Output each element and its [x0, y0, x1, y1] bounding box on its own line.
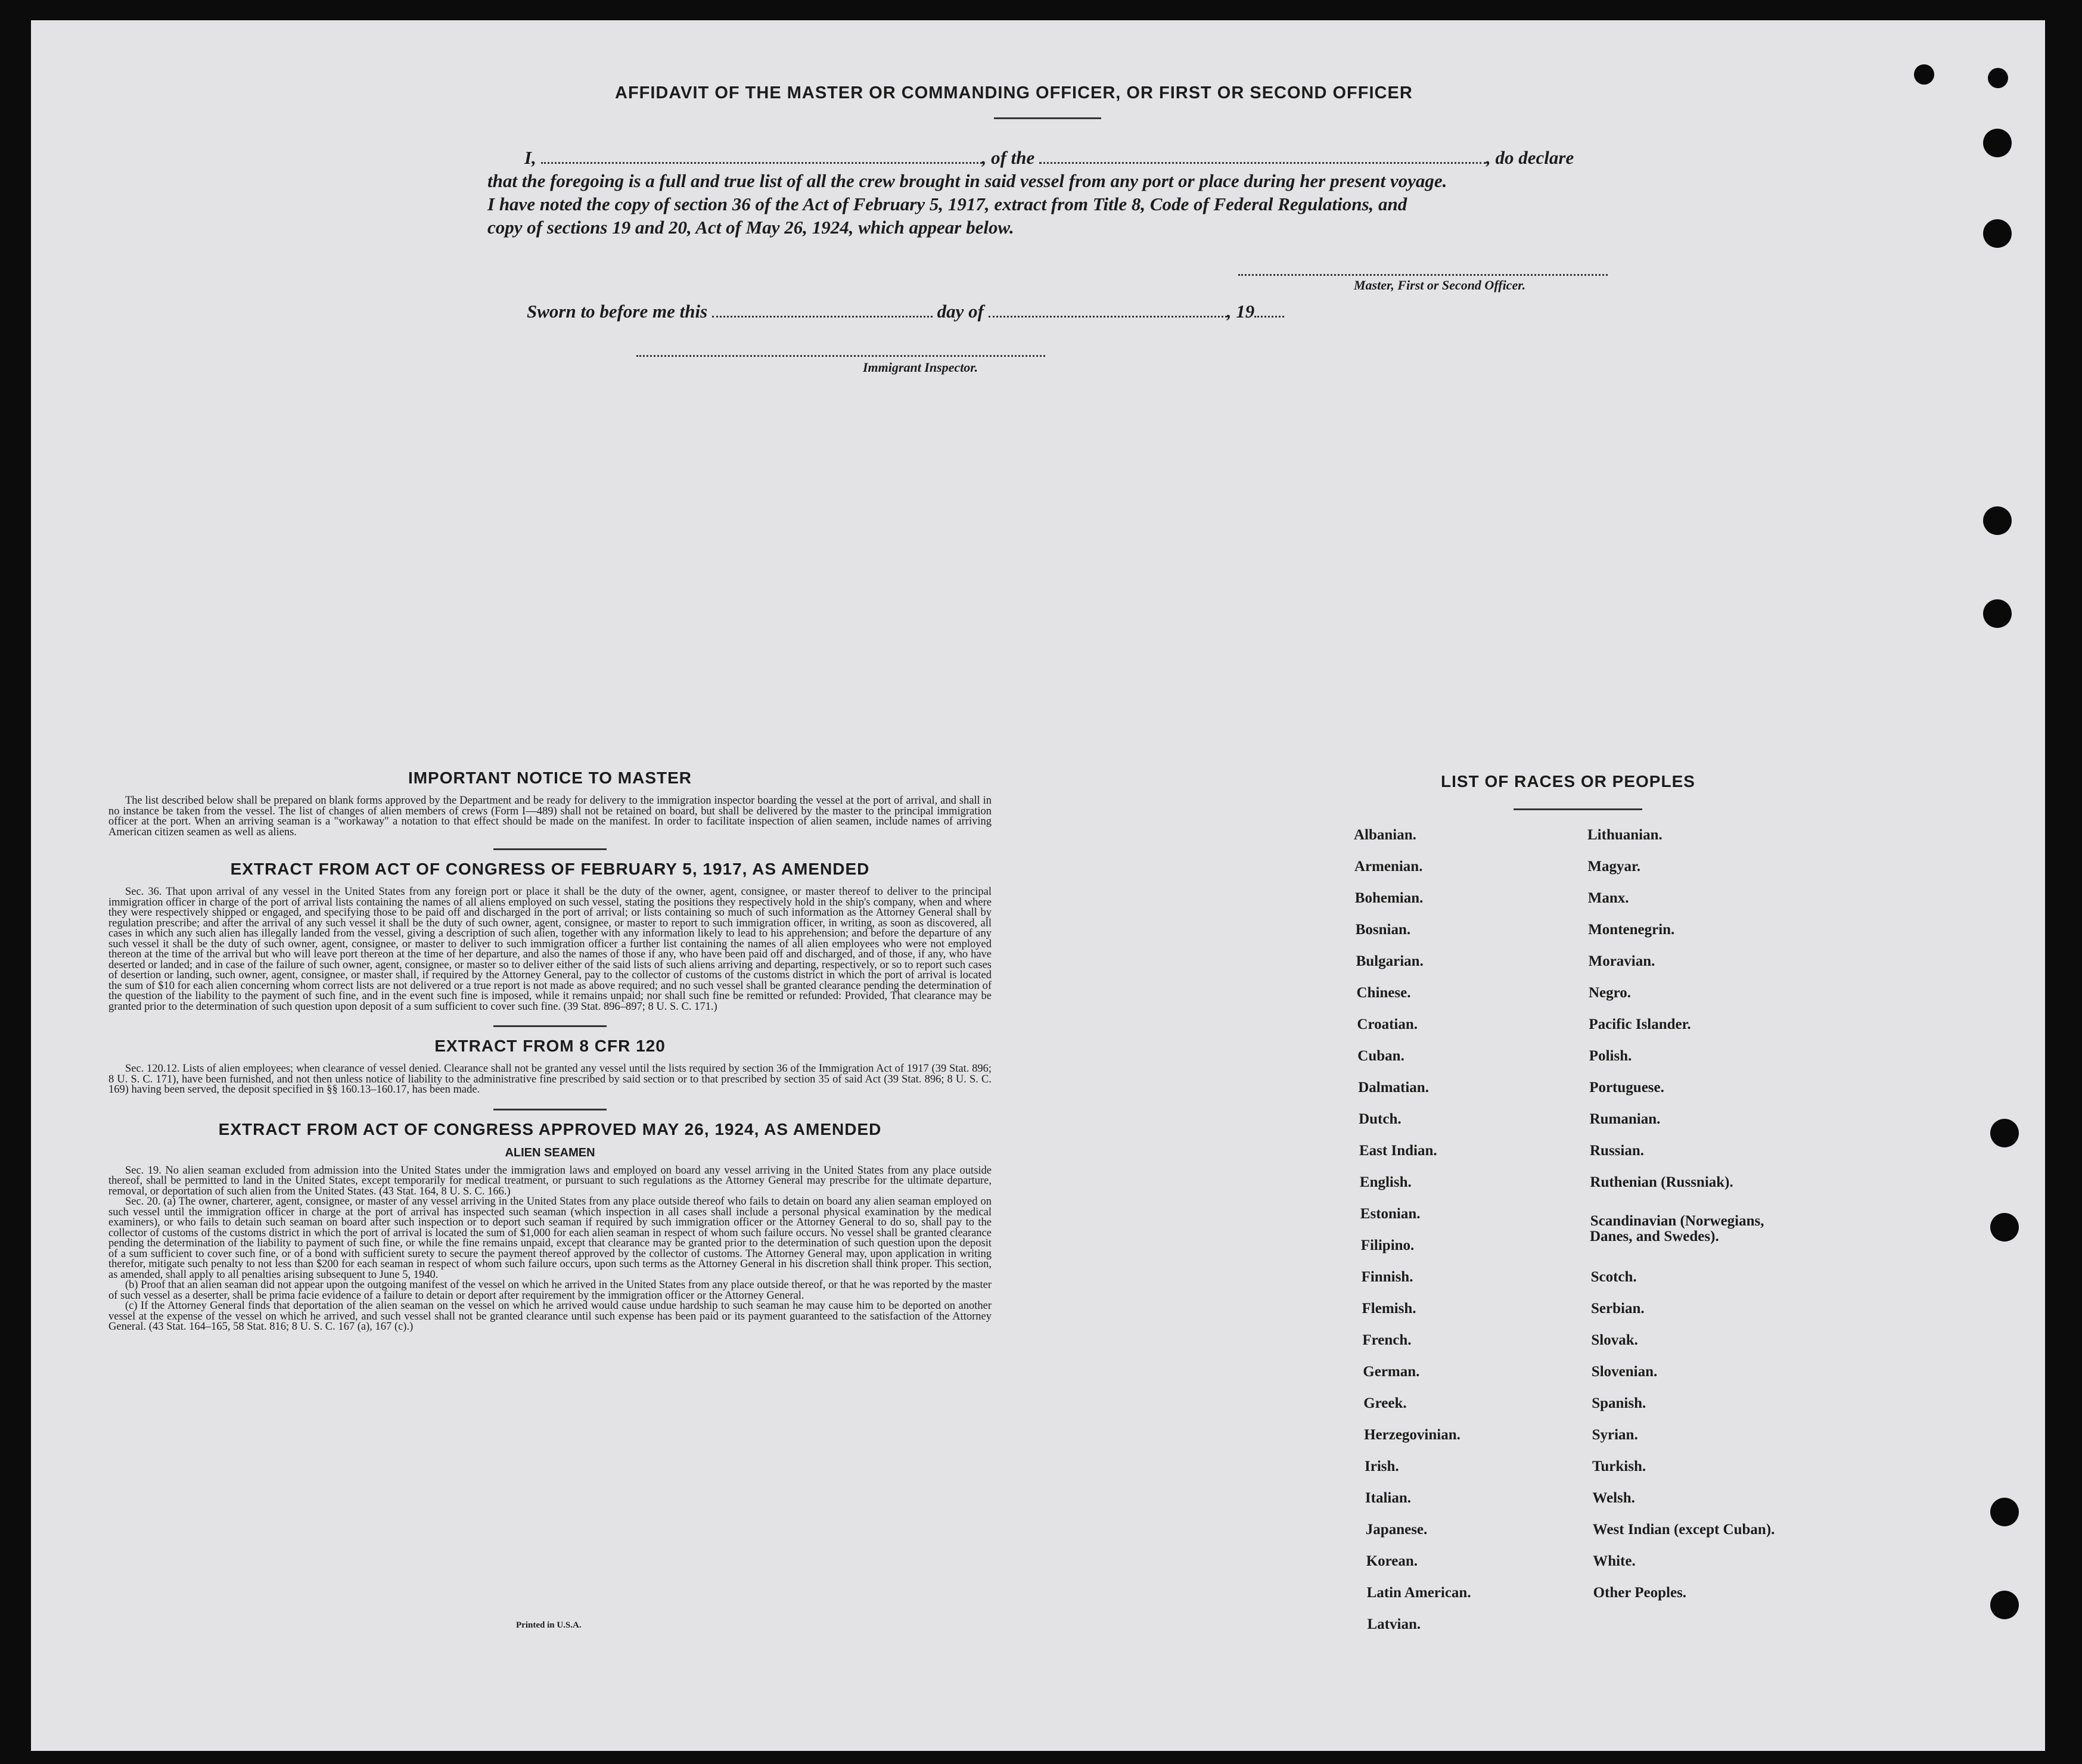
race-item: Negro. [1589, 985, 1632, 1001]
inspector-signature-field[interactable] [636, 355, 1045, 357]
notice-paragraph: The list described below shall be prepared on blank forms approved by the Department and be ready for delivery to the immigration inspector boarding the vessel at the port of arrival, and shall in no instance be taken from the vessel. The list of changes of alien members of crews (Form I—489) shall not be retained on board, but shall be delivered by the master to the principal immigration officer at the port. When an arriving seaman is a "workaway" a notation to that effect should be made on the manifest. In order to facilitate inspection of alien seamen, include names of arriving American citizen seamen as well as aliens. [108, 795, 992, 838]
race-item: Scandinavian (Norwegians, [1590, 1213, 1764, 1229]
race-item: Pacific Islander. [1589, 1016, 1691, 1032]
sec-20a-paragraph: Sec. 20. (a) The owner, charterer, agent, consignee, or master of any vessel arriving in the United States from any place outside thereof who fails to detain on board any alien seaman employed on such vessel until the immigration officer in charge at the port of arrival has inspected such seaman (which inspection in all cases shall include a personal physical examination by the medical examiners), or who fails to detain such seaman on board after such inspection or to deport such seaman if required by such immigration officer or the Attorney General to do so, shall pay to the collector of customs of the customs district in which the port of arrival is located the sum of $1,000 for each alien seaman in respect of whom such failure occurs. No vessel shall be granted clearance pending the determination of the liability to payment of such fine, or while the fine remains unpaid, except that clearance may be granted prior to the determination of such question upon the deposit of a sum sufficient to cover such fine, or of a bond with sufficient surety to secure the payment thereof approved by the collector of customs. The Attorney General may, upon application in writing therefor, mitigate such penalty to not less than $200 for each seaman in respect of whom such failure occurs, upon such terms as the Attorney General in his discretion shall think proper. This section, as amended, shall apply to all penalties arising subsequent to June 5, 1940. [108, 1196, 992, 1281]
race-item: Japanese. [1365, 1522, 1428, 1538]
day-of-label: day of [937, 301, 984, 322]
race-item: Russian. [1590, 1143, 1645, 1159]
extract-1924-title: EXTRACT FROM ACT OF CONGRESS APPROVED MAY 26, 1924, AS AMENDED [218, 1119, 882, 1138]
sworn-month-field[interactable] [989, 316, 1227, 318]
race-item: Finnish. [1361, 1269, 1413, 1285]
race-item: Flemish. [1362, 1301, 1416, 1317]
notice-text [108, 796, 992, 838]
sec-19-paragraph: Sec. 19. No alien seaman excluded from admission into the United States under the immigration laws and employed on board any vessel arriving in the United States from any place outside thereof, shall be permitted to land in the United States, except temporarily for medical treatment, or pursuant to such regulations as the Attorney General may prescribe for the ultimate departure, removal, or deportation of such alien from the United States. (43 Stat. 164, 8 U. S. C. 166.) [108, 1164, 992, 1197]
race-item: Ruthenian (Russniak). [1590, 1174, 1733, 1190]
sworn-prefix: Sworn to before me this [527, 301, 708, 322]
race-item: Greek. [1363, 1395, 1407, 1411]
alien-seamen-subtitle: ALIEN SEAMEN [505, 1146, 595, 1159]
race-item: Dutch. [1359, 1111, 1402, 1127]
divider [1514, 808, 1642, 810]
vessel-name-field[interactable] [1039, 162, 1486, 164]
declaration-line-3: I have noted the copy of section 36 of the Act of February 5, 1917, extract from Title 8, Code of Federal Regulations, and [487, 194, 1407, 214]
race-item: Dalmatian. [1358, 1079, 1429, 1096]
divider [493, 848, 607, 850]
race-item: Latin American. [1366, 1585, 1471, 1601]
sec-20b-paragraph: (b) Proof that an alien seaman did not appear upon the outgoing manifest of the vessel on which he arrived in the United States from any place outside thereof, or that he was reported by the master of such vessel as a deserter, shall be prima facie evidence of a failure to detain or deport after requirement by the immigration officer or the Attorney General. [108, 1279, 992, 1302]
sworn-year-field[interactable] [1254, 316, 1284, 318]
race-item: Spanish. [1592, 1395, 1646, 1411]
binder-hole [1983, 219, 2012, 248]
extract-1917-title: EXTRACT FROM ACT OF CONGRESS OF FEBRUARY 5, 1917, AS AMENDED [230, 860, 870, 878]
race-item: Rumanian. [1589, 1111, 1661, 1127]
race-item: Cuban. [1357, 1048, 1404, 1064]
race-item: Bulgarian. [1356, 953, 1424, 969]
race-item: White. [1593, 1553, 1636, 1569]
race-item: Syrian. [1592, 1427, 1638, 1443]
race-item: Armenian. [1354, 858, 1423, 875]
race-item: French. [1362, 1332, 1412, 1348]
race-item: Portuguese. [1589, 1079, 1664, 1096]
binder-hole [1990, 1498, 2019, 1526]
race-item: Manx. [1587, 890, 1629, 906]
printed-in-usa: Printed in U.S.A. [516, 1620, 582, 1630]
races-title: LIST OF RACES OR PEOPLES [1441, 772, 1695, 791]
master-signature-label: Master, First or Second Officer. [1354, 278, 1526, 293]
notices-column [108, 769, 992, 1333]
extract-1917-text [108, 887, 992, 1012]
declaration-line-1 [524, 147, 1574, 169]
sec-20c-paragraph: (c) If the Attorney General finds that deportation of the alien seaman on the vessel on which he arrived would cause undue hardship to such seaman he may cause him to be deported on another vessel at the expense of the vessel on which he arrived, and such vessel shall not be granted clearance until such expense has been paid or its payment guaranteed to the satisfaction of the Attorney General. (43 Stat. 164–165, 58 Stat. 816; 8 U. S. C. 167 (a), 167 (c).) [108, 1300, 992, 1333]
race-item: Turkish. [1592, 1458, 1646, 1474]
binder-hole [1983, 599, 2012, 628]
race-item: Slovak. [1591, 1332, 1638, 1348]
race-item: Filipino. [1360, 1237, 1415, 1253]
master-signature-field[interactable] [1238, 274, 1608, 276]
race-item: Danes, and Swedes). [1590, 1228, 1719, 1245]
extract-1924-text [108, 1166, 992, 1333]
race-item: Herzegovinian. [1364, 1427, 1460, 1443]
binder-hole [1914, 64, 1934, 85]
inspector-signature-label: Immigrant Inspector. [863, 360, 978, 375]
race-item: Lithuanian. [1587, 827, 1663, 843]
race-item: Latvian. [1367, 1616, 1421, 1632]
race-item: Serbian. [1591, 1301, 1645, 1317]
race-item: Korean. [1366, 1553, 1418, 1569]
sworn-line [527, 301, 1284, 322]
race-item: Albanian. [1354, 827, 1416, 843]
binder-hole [1983, 506, 2012, 535]
race-item: Moravian. [1588, 953, 1655, 969]
race-item: Chinese. [1356, 985, 1411, 1001]
divider [994, 117, 1101, 119]
race-item: Scotch. [1590, 1269, 1637, 1285]
binder-hole [1990, 1591, 2019, 1619]
race-item: German. [1363, 1364, 1420, 1380]
sworn-day-field[interactable] [712, 316, 933, 318]
sec-120-12-paragraph: Sec. 120.12. Lists of alien employees; when clearance of vessel denied. Clearance shall not be granted any vessel until the lists required by section 36 of the Immigration Act of 1917 (39 Stat. 896; 8 U. S. C. 171), have been furnished, and not then unless notice of liability to the administrative fine prescribed by said section or to that prescribed by section 35 of said Act (39 Stat. 896; 8 U. S. C. 169) having been served, the deposit specified in §§ 160.13–160.17, has been made. [108, 1063, 992, 1096]
race-item: Bosnian. [1355, 922, 1411, 938]
race-item: Welsh. [1592, 1490, 1635, 1506]
divider [493, 1109, 607, 1110]
declarant-prefix: I, [524, 147, 536, 168]
race-item: Irish. [1365, 1458, 1399, 1474]
declarant-name-field[interactable] [541, 162, 982, 164]
extract-cfr-text [108, 1064, 992, 1096]
of-the-label: , of the [981, 147, 1035, 168]
notice-title: IMPORTANT NOTICE TO MASTER [408, 769, 692, 787]
race-item: Bohemian. [1354, 890, 1424, 906]
race-item: West Indian (except Cuban). [1592, 1522, 1775, 1538]
race-item: Other Peoples. [1593, 1585, 1687, 1601]
race-item: Slovenian. [1591, 1364, 1658, 1380]
race-item: Italian. [1365, 1490, 1411, 1506]
race-item: English. [1359, 1174, 1412, 1190]
binder-hole [1988, 68, 2008, 88]
declare-label: , do declare [1486, 147, 1574, 168]
race-item: Croatian. [1357, 1016, 1418, 1032]
binder-hole [1983, 129, 2012, 157]
divider [493, 1025, 607, 1027]
race-item: Magyar. [1587, 858, 1641, 875]
affidavit-title: AFFIDAVIT OF THE MASTER OR COMMANDING OFFICER, OR FIRST OR SECOND OFFICER [615, 83, 1413, 102]
race-item: Polish. [1589, 1048, 1632, 1064]
race-item: Montenegrin. [1588, 922, 1675, 938]
declaration-line-4: copy of sections 19 and 20, Act of May 26, 1924, which appear below. [487, 217, 1014, 238]
declaration-line-2: that the foregoing is a full and true list of all the crew brought in said vessel from any port or place during her present voyage. [487, 170, 1447, 191]
sec-36-paragraph: Sec. 36. That upon arrival of any vessel in the United States from any foreign port or place it shall be the duty of the owner, agent, consignee, or master thereof to deliver to the principal immigration officer in charge of the port of arrival lists containing the names of all aliens employed on such vessel, stating the positions they respectively hold in the ship's company, when and where they were respectively shipped or engaged, and specifying those to be paid off and discharged in the port of arrival; or lists containing so much of such information as the Attorney General shall by regulation prescribe; and after the arrival of any such vessel it shall be the duty of such owner, agent, consignee, or master to report to such immigration officer, in writing, as soon as discovered, all cases in which any such alien has illegally landed from the vessel, giving a description of such alien, together with any information likely to lead to his apprehension; and before the departure of any such vessel it shall be the duty of such owner, agent, consignee, or master to deliver to such immigration officer a further list containing the names of all alien employees who were not employed thereon at the time of the arrival but who will leave port thereon at the time of her departure, and also the names of those if any, who have been paid off and discharged, and of those, if any, who have deserted or landed; and in case of the failure of such owner, agent, consignee, or master so to deliver either of the said lists of such aliens arriving and departing, respectively, or so to report such cases of desertion or landing, such owner, agent, consignee, or master shall, if required by the Attorney General, pay to the collector of customs of the customs district in which the port of arrival is located the sum of $10 for each alien concerning whom correct lists are not delivered or a true report is not made as above required; and no such vessel shall be granted clearance pending the determination of the question of the liability to the payment of such fine, and in the event such fine is imposed, while it remains unpaid; nor shall such fine be remitted or refunded: Provided, That clearance may be granted prior to the determination of such question upon deposit of a sum sufficient to cover such fine. (39 Stat. 896–897; 8 U. S. C. 171.) [108, 886, 992, 1013]
binder-hole [1990, 1119, 2019, 1147]
year-label: , 19 [1226, 301, 1255, 322]
race-item: East Indian. [1359, 1143, 1437, 1159]
extract-cfr-title: EXTRACT FROM 8 CFR 120 [434, 1037, 666, 1055]
binder-hole [1990, 1213, 2019, 1242]
race-item: Estonian. [1360, 1206, 1421, 1222]
